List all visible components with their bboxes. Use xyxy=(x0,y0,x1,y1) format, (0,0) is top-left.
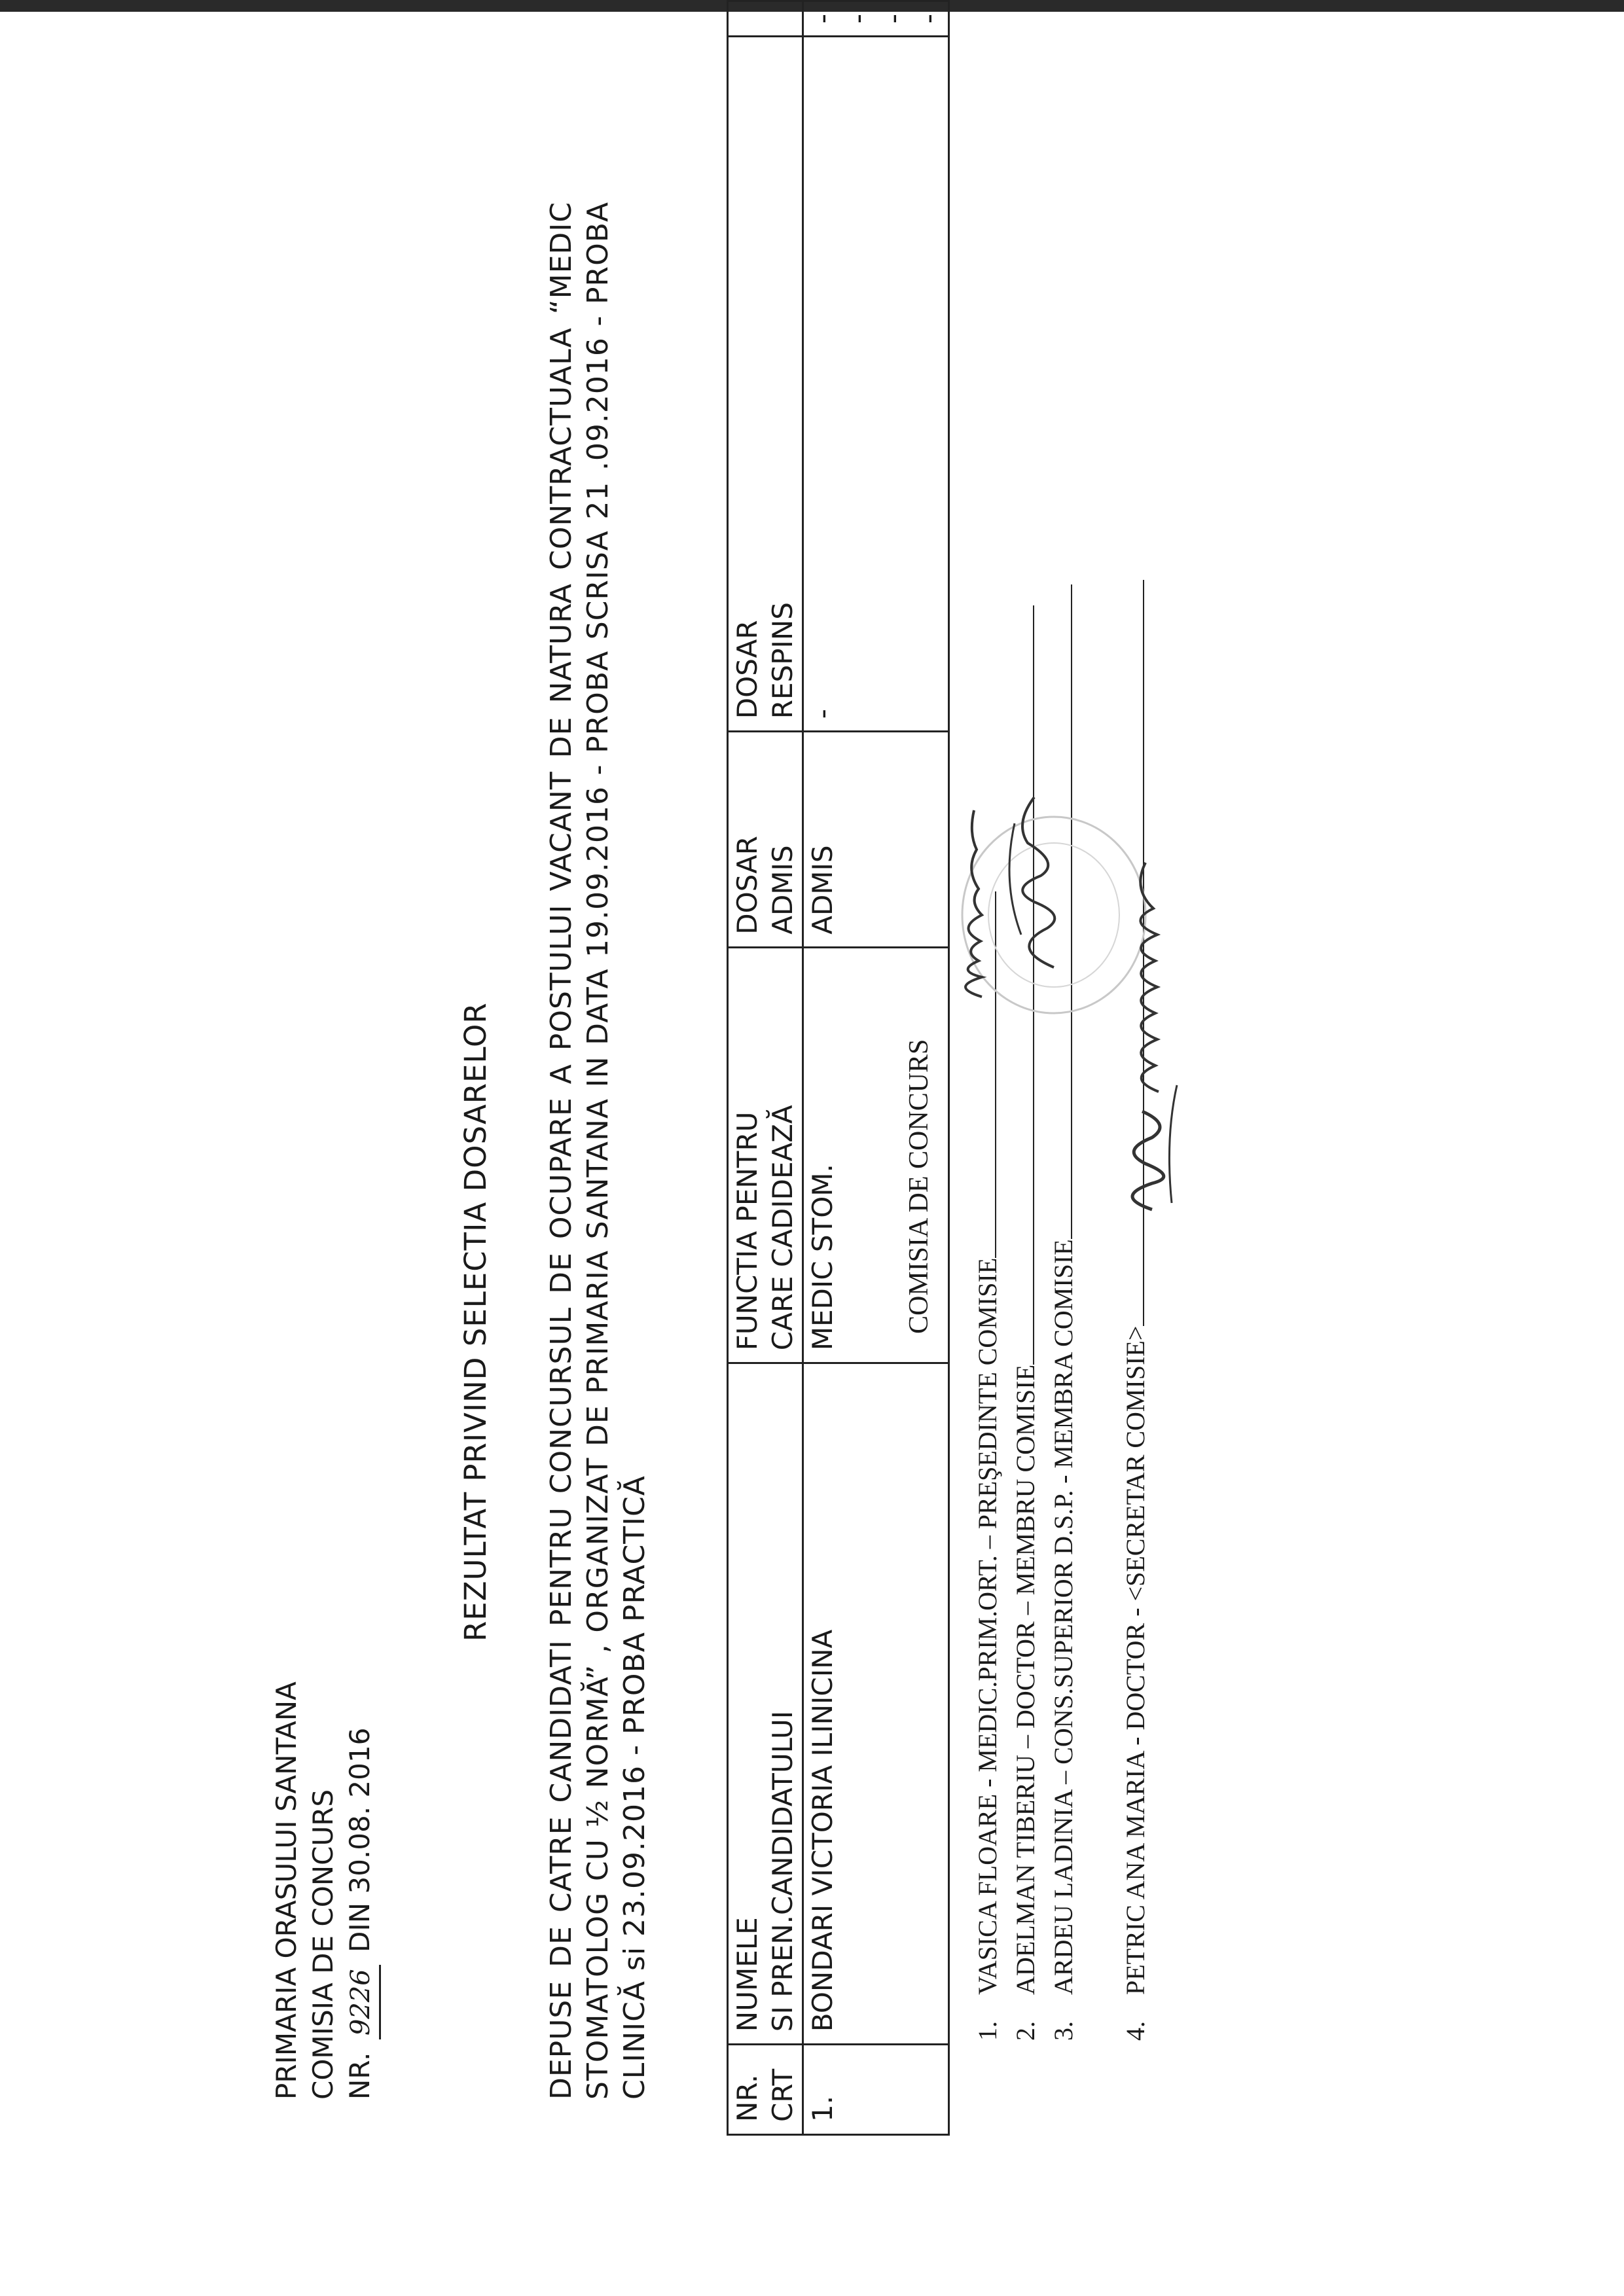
registration-number: 9226 xyxy=(342,1965,381,2039)
header-dosar-admis: DOSAR ADMIS xyxy=(728,732,803,948)
list-item: 3.ARDEU LADINIA – CONS.SUPERIOR D.S.P. - MEMBRA COMISIE xyxy=(1045,580,1083,2041)
header-nr-crt: NR. CRT xyxy=(728,2045,803,2135)
table-header-row xyxy=(728,1,803,2135)
signature-1-icon xyxy=(943,804,1001,1000)
cell-admis: ADMIS xyxy=(803,732,949,948)
signature-2-icon xyxy=(995,791,1080,974)
cell-extra: ---- xyxy=(803,1,949,37)
list-item: 4.PETRIC ANA MARIA - DOCTOR - <SECRETAR COMISIE> xyxy=(1117,580,1155,2041)
cell-respins: - xyxy=(803,37,949,732)
header-empty xyxy=(728,1,803,37)
cell-nr: 1. xyxy=(803,2045,949,2135)
header-dosar-respins: DOSAR RESPINS xyxy=(728,37,803,732)
institution-name: PRIMARIA ORASULUI SANTANA xyxy=(270,1681,302,2100)
member-text: ADELMAN TIBERIU – DOCTOR – MEMBRU COMISIE xyxy=(1011,1364,1040,1995)
header-candidate-name: NUMELE SI PREN.CANDIDATULUI xyxy=(728,1363,803,2045)
registration-line xyxy=(342,1681,381,2100)
member-text: VASICA FLOARE - MEDIC.PRIM.ORT. – PREŞEDINTE COMISIE xyxy=(973,1257,1002,1995)
document-title: REZULTAT PRIVIND SELECTIA DOSARELOR xyxy=(458,1002,493,1641)
member-text: ARDEU LADINIA – CONS.SUPERIOR D.S.P. - MEMBRA COMISIE xyxy=(1049,1239,1078,1995)
list-item: 1.VASICA FLOARE - MEDIC.PRIM.ORT. – PREŞEDINTE COMISIE xyxy=(969,580,1007,2041)
member-text: PETRIC ANA MARIA - DOCTOR - <SECRETAR COMISIE> xyxy=(1121,1325,1150,1995)
number-prefix: NR. xyxy=(344,2052,376,2100)
department-name: COMISIA DE CONCURS xyxy=(307,1789,339,2100)
intro-paragraph: DEPUSE DE CATRE CANDIDATI PENTRU CONCURSUL DE OCUPARE A POSTULUI VACANT DE NATURA CONTRACTUALA “MEDIC STOMATOLOG CU ½ NORMĂ” , ORGANIZAT DE PRIMARIA SANTANA IN DATA 19.09.2016 - PROBA SCRISA 21 .09.2016 - PROBA CLINICĂ si 23.09.2016 - PROBA PRACTICĂ xyxy=(545,202,651,2100)
list-item: 2.ADELMAN TIBERIU – DOCTOR – MEMBRU COMISIE xyxy=(1007,580,1045,2041)
cell-function: MEDIC STOM. xyxy=(803,947,949,1363)
document-header xyxy=(268,1681,381,2100)
cell-candidate: BONDARI VICTORIA ILINICINA xyxy=(803,1363,949,2045)
signature-4-icon xyxy=(1106,810,1191,1216)
header-function: FUNCTIA PENTRU CARE CADIDEAZĂ xyxy=(728,947,803,1363)
registration-date: DIN 30.08. 2016 xyxy=(344,1727,376,1953)
commission-heading: COMISIA DE CONCURS xyxy=(904,1039,934,1334)
